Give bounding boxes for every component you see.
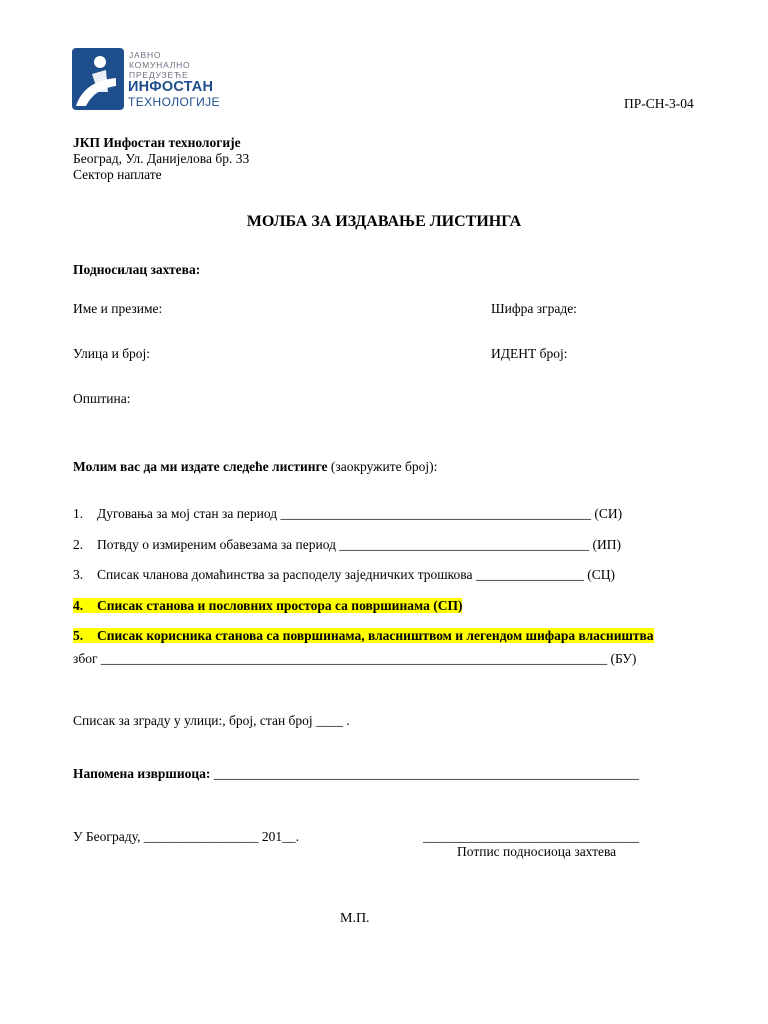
item-text: Списак чланова домаћинства за расподелу заједничких трошкова ________________ (СЦ) — [97, 567, 615, 582]
list-item — [73, 628, 654, 644]
place-date: У Београду, _________________ 201__. — [73, 829, 299, 844]
item5-continuation: због ___________________________________________________________________________ (БУ) — [73, 651, 637, 666]
logo-text-line3: ПРЕДУЗЕЋЕ — [129, 70, 189, 80]
logo-text-line1: ЈАВНО — [129, 50, 162, 60]
item-text: Потвду о измиреним обавезама за период _____________________________________ (ИП) — [97, 537, 621, 552]
list-item — [73, 567, 615, 583]
stamp-label: М.П. — [340, 911, 370, 926]
item-number: 4. — [73, 598, 84, 613]
item-number: 5. — [73, 628, 84, 643]
document-title: МОЛБА ЗА ИЗДАВАЊЕ ЛИСТИНГА — [246, 213, 522, 230]
item-number: 3. — [73, 567, 84, 582]
executor-note — [73, 766, 639, 782]
logo-brand-sub: ТЕХНОЛОГИЈЕ — [128, 95, 220, 109]
signature-label: Потпис подносиоца захтева — [457, 844, 617, 859]
item-text: Дуговања за мој стан за период ______________________________________________ (СИ) — [97, 506, 623, 521]
logo — [72, 46, 232, 112]
list-item — [73, 506, 622, 522]
applicant-heading: Подносилац захтева: — [73, 262, 201, 277]
name-label: Име и презиме: — [73, 301, 163, 316]
org-name: ЈКП Инфостан технологије — [73, 135, 241, 150]
building-code-label: Шифра зграде: — [491, 301, 577, 316]
logo-brand: ИНФОСТАН — [128, 79, 214, 95]
list-item — [73, 598, 462, 614]
request-intro — [73, 459, 437, 475]
request-intro-bold: Молим вас да ми издате следеће листинге — [73, 459, 328, 474]
municipality-label: Општина: — [73, 391, 131, 406]
building-list-line: Списак за зграду у улици:, број, стан број ____ . — [73, 713, 350, 728]
item-text: Списак корисника станова са површинама, власништвом и легендом шифара власништва — [97, 628, 654, 643]
list-item — [73, 537, 621, 553]
infostan-logo-icon — [72, 48, 124, 110]
org-address: Београд, Ул. Данијелова бр. 33 — [73, 151, 250, 166]
org-sector: Сектор наплате — [73, 167, 162, 182]
ident-label: ИДЕНТ број: — [491, 346, 568, 361]
item-number: 1. — [73, 506, 84, 521]
signature-line: ________________________________ — [423, 829, 639, 844]
item-text: Списак станова и пословних простора са површинама (СП) — [97, 598, 463, 613]
document-code: ПР-СН-3-04 — [624, 96, 694, 111]
item-number: 2. — [73, 537, 84, 552]
note-label: Напомена извршиоца: — [73, 766, 211, 781]
street-label: Улица и број: — [73, 346, 151, 361]
note-line: _______________________________________________________________ — [210, 766, 640, 781]
request-intro-rest: (заокружите број): — [327, 459, 438, 474]
logo-text-line2: КОМУНАЛНО — [129, 60, 191, 70]
